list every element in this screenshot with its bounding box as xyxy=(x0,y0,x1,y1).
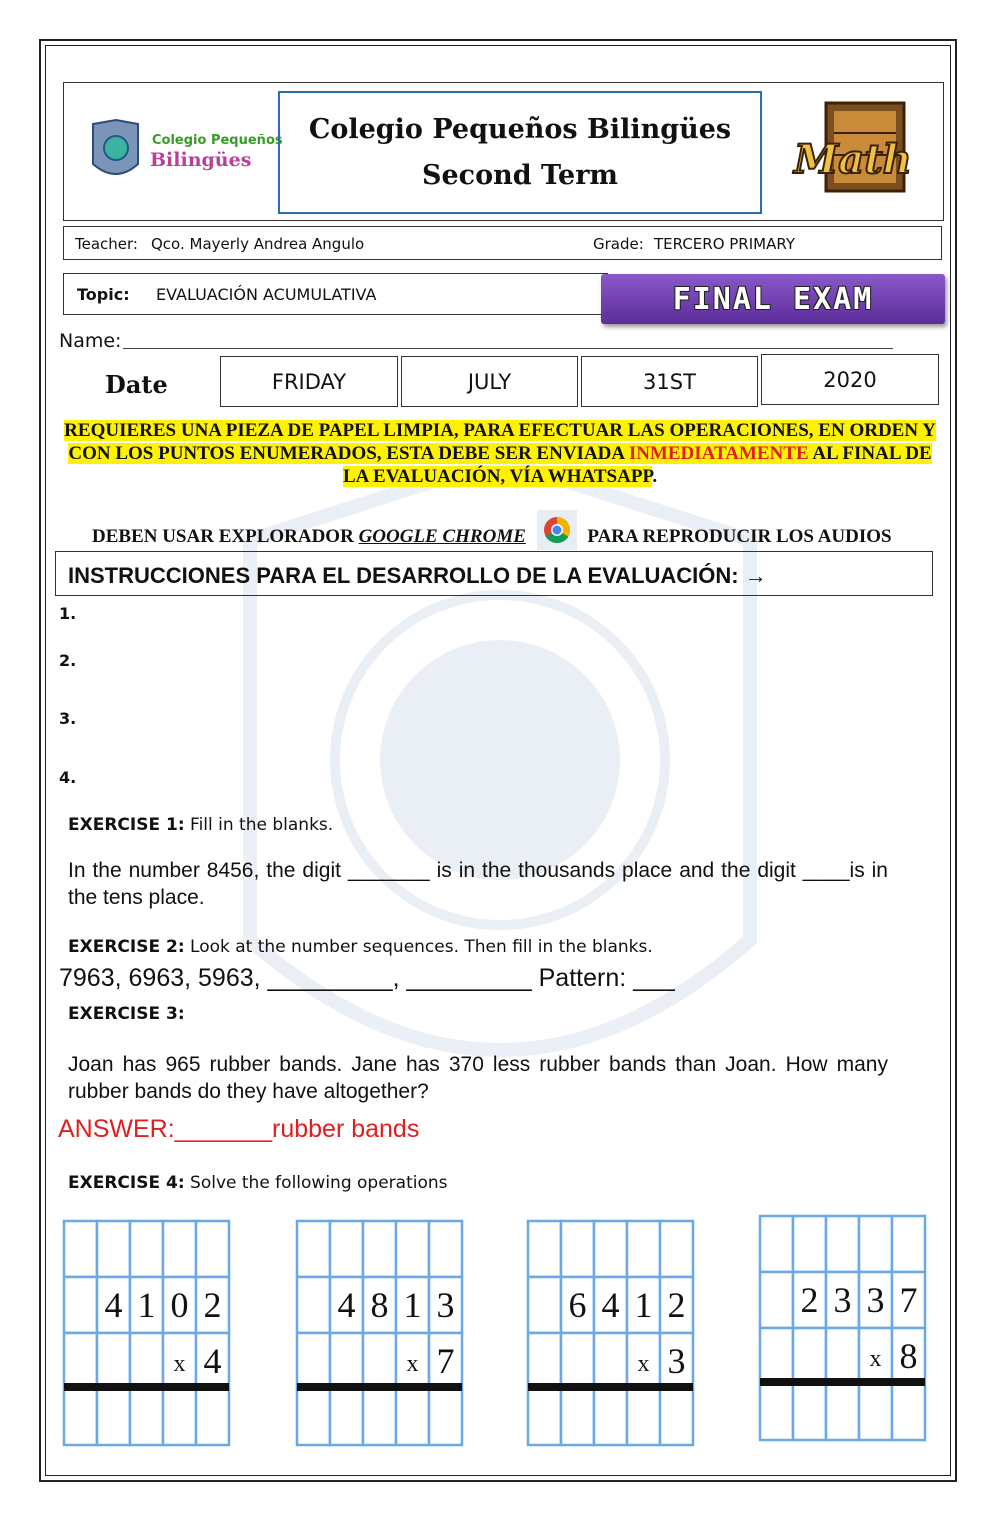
result-line xyxy=(64,1383,229,1391)
browser-requirement xyxy=(60,510,940,550)
teacher-label: Teacher: xyxy=(75,235,138,253)
date-month: JULY xyxy=(467,369,512,394)
math-logo xyxy=(784,93,914,198)
teacher-name: Qco. Mayerly Andrea Angulo xyxy=(151,235,365,253)
grid-cell[interactable] xyxy=(297,1333,330,1389)
multiplier-digit: 8 xyxy=(899,1336,918,1376)
date-daynum-cell xyxy=(581,356,758,407)
multiplicand-digit: 0 xyxy=(170,1285,189,1325)
multiplicand-digit: 4 xyxy=(104,1285,123,1325)
grid-cell[interactable] xyxy=(130,1333,163,1389)
multiplier-digit: 7 xyxy=(436,1341,455,1381)
grid-cell[interactable] xyxy=(297,1277,330,1333)
grid-cell[interactable] xyxy=(760,1328,793,1384)
grid-cell[interactable] xyxy=(561,1221,594,1277)
exercise-2-label: EXERCISE 2: xyxy=(68,937,185,957)
name-label: Name: xyxy=(59,330,122,352)
operation-grid-1[interactable] xyxy=(62,1219,234,1451)
grid-cell[interactable] xyxy=(97,1389,130,1445)
grid-cell[interactable] xyxy=(297,1389,330,1445)
exercise-2-title xyxy=(68,937,653,957)
grid-cell[interactable] xyxy=(64,1277,97,1333)
grid-cell[interactable] xyxy=(64,1333,97,1389)
grid-cell[interactable] xyxy=(859,1384,892,1440)
grid-cell[interactable] xyxy=(363,1333,396,1389)
grid-cell[interactable] xyxy=(561,1333,594,1389)
grade-value: TERCERO PRIMARY xyxy=(654,235,795,253)
final-exam-text: FINAL EXAM xyxy=(672,281,874,317)
grid-cell[interactable] xyxy=(97,1221,130,1277)
grid-cell[interactable] xyxy=(793,1328,826,1384)
exercise-4-title xyxy=(68,1173,448,1193)
date-day: FRIDAY xyxy=(271,369,347,394)
date-day-number: 31ST xyxy=(643,369,696,394)
multiplicand-digit: 2 xyxy=(203,1285,222,1325)
grid-cell[interactable] xyxy=(627,1389,660,1445)
result-line xyxy=(528,1383,693,1391)
grid-cell[interactable] xyxy=(528,1221,561,1277)
multiplicand-digit: 2 xyxy=(667,1285,686,1325)
title-box xyxy=(278,91,762,214)
teacher-grade-row xyxy=(63,226,942,260)
grid-cell[interactable] xyxy=(594,1389,627,1445)
math-logo-text: Math xyxy=(794,136,912,183)
notice-urgent: INMEDIATAMENTE xyxy=(628,443,809,464)
result-line xyxy=(297,1383,462,1391)
grid-cell[interactable] xyxy=(826,1384,859,1440)
exercise-4-prompt: Solve the following operations xyxy=(184,1173,448,1193)
grid-cell[interactable] xyxy=(163,1221,196,1277)
multiplicand-digit: 1 xyxy=(403,1285,422,1325)
topic-value: EVALUACIÓN ACUMULATIVA xyxy=(156,285,377,304)
exercise-1-text: In the number 8456, the digit _______ is in the thousands place and the digit ____is in the tens place. xyxy=(68,859,888,909)
grid-cell[interactable] xyxy=(429,1389,462,1445)
grade-label: Grade: xyxy=(593,235,644,253)
exercise-1-title xyxy=(68,815,333,835)
multiplicand-digit: 8 xyxy=(370,1285,389,1325)
grid-cell[interactable] xyxy=(760,1272,793,1328)
multiplicand-digit: 1 xyxy=(634,1285,653,1325)
multiplicand-digit: 4 xyxy=(337,1285,356,1325)
grid-cell[interactable] xyxy=(892,1216,925,1272)
instruction-item-1: 1. xyxy=(59,604,77,623)
date-year: 2020 xyxy=(823,367,877,392)
multiply-sign: x xyxy=(869,1346,882,1372)
logo-text-line2: Bilingües xyxy=(150,149,252,171)
date-day-cell xyxy=(220,356,398,407)
browser-before: DEBEN USAR EXPLORADOR xyxy=(92,526,359,547)
grid-cell[interactable] xyxy=(826,1328,859,1384)
instruction-item-2: 2. xyxy=(59,651,77,670)
grid-cell[interactable] xyxy=(859,1216,892,1272)
grid-cell[interactable] xyxy=(363,1389,396,1445)
multiplicand-digit: 6 xyxy=(568,1285,587,1325)
topic-row xyxy=(63,273,608,315)
exercise-2-sequence: 7963, 6963, 5963, _________, _________ Pattern: ___ xyxy=(59,964,675,992)
browser-after: PARA REPRODUCIR LOS AUDIOS xyxy=(587,526,892,547)
grid-cell[interactable] xyxy=(396,1221,429,1277)
result-line xyxy=(760,1378,925,1386)
grid-cell[interactable] xyxy=(64,1221,97,1277)
grid-cell[interactable] xyxy=(826,1216,859,1272)
date-label: Date xyxy=(105,370,168,399)
browser-name: GOOGLE CHROME xyxy=(358,526,526,547)
name-row xyxy=(59,330,899,352)
grid-cell[interactable] xyxy=(793,1384,826,1440)
multiplicand-digit: 3 xyxy=(436,1285,455,1325)
multiplicand-digit: 4 xyxy=(601,1285,620,1325)
exercise-1-prompt: Fill in the blanks. xyxy=(184,815,334,835)
multiplier-digit: 3 xyxy=(667,1341,686,1381)
notice-text xyxy=(60,419,940,488)
grid-cell[interactable] xyxy=(528,1277,561,1333)
school-logo xyxy=(90,118,283,184)
grid-cell[interactable] xyxy=(528,1389,561,1445)
grid-cell[interactable] xyxy=(64,1389,97,1445)
date-month-cell xyxy=(401,356,578,407)
grid-cell[interactable] xyxy=(594,1221,627,1277)
exercise-3-text: Joan has 965 rubber bands. Jane has 370 less rubber bands than Joan. How many rubber bands do they have altogether? xyxy=(68,1053,888,1103)
topic-label: Topic: xyxy=(77,285,130,304)
operation-grid-3[interactable] xyxy=(526,1219,698,1451)
exercise-1-label: EXERCISE 1: xyxy=(68,815,185,835)
grid-cell[interactable] xyxy=(528,1333,561,1389)
grid-cell[interactable] xyxy=(760,1384,793,1440)
multiply-sign: x xyxy=(173,1351,186,1377)
grid-cell[interactable] xyxy=(627,1221,660,1277)
grid-cell[interactable] xyxy=(196,1389,229,1445)
grid-cell[interactable] xyxy=(97,1333,130,1389)
exercise-4-label: EXERCISE 4: xyxy=(68,1173,185,1193)
exercise-3-label: EXERCISE 3: xyxy=(68,1004,185,1024)
exercise-3-answer: ANSWER:_______rubber bands xyxy=(58,1115,420,1143)
grid-cell[interactable] xyxy=(660,1221,693,1277)
notice-part1: REQUIERES UNA PIEZA DE PAPEL LIMPIA, PARA EFECTUAR LAS OPERACIONES, EN ORDEN Y CON LOS PUNTOS ENUMERADOS, ESTA DEBE SER ENVIADA xyxy=(64,420,936,464)
grid-cell[interactable] xyxy=(330,1333,363,1389)
grid-cell[interactable] xyxy=(396,1389,429,1445)
chrome-icon xyxy=(537,510,577,550)
multiplicand-digit: 3 xyxy=(833,1280,852,1320)
logo-text-line1: Colegio Pequeños xyxy=(152,133,283,148)
final-exam-banner xyxy=(601,274,945,324)
exercise-2-prompt: Look at the number sequences. Then fill in the blanks. xyxy=(184,937,653,957)
grid-cell[interactable] xyxy=(429,1221,462,1277)
instructions-header: INSTRUCCIONES PARA EL DESARROLLO DE LA EVALUACIÓN: → xyxy=(55,551,933,596)
grid-cell[interactable] xyxy=(363,1221,396,1277)
grid-cell[interactable] xyxy=(793,1216,826,1272)
multiplicand-digit: 1 xyxy=(137,1285,156,1325)
grid-cell[interactable] xyxy=(660,1389,693,1445)
grid-cell[interactable] xyxy=(892,1384,925,1440)
school-name: Colegio Pequeños Bilingües xyxy=(308,113,732,145)
operation-grid-2[interactable] xyxy=(295,1219,467,1451)
name-input-line[interactable] xyxy=(123,348,893,349)
multiplier-digit: 4 xyxy=(203,1341,222,1381)
notice-part2: AL FINAL DE LA EVALUACIÓN, VÍA WHATSAPP xyxy=(342,443,932,487)
grid-cell[interactable] xyxy=(130,1221,163,1277)
multiply-sign: x xyxy=(637,1351,650,1377)
grid-cell[interactable] xyxy=(163,1389,196,1445)
date-year-cell xyxy=(761,354,939,405)
grid-cell[interactable] xyxy=(130,1389,163,1445)
operation-grid-4[interactable] xyxy=(758,1214,930,1446)
multiplicand-digit: 7 xyxy=(899,1280,918,1320)
grid-cell[interactable] xyxy=(760,1216,793,1272)
term-title: Second Term xyxy=(421,159,618,191)
notice-end: . xyxy=(652,466,658,487)
instruction-item-3: 3. xyxy=(59,709,77,728)
multiplicand-digit: 2 xyxy=(800,1280,819,1320)
grid-cell[interactable] xyxy=(561,1389,594,1445)
grid-cell[interactable] xyxy=(330,1221,363,1277)
grid-cell[interactable] xyxy=(594,1333,627,1389)
multiply-sign: x xyxy=(406,1351,419,1377)
multiplicand-digit: 3 xyxy=(866,1280,885,1320)
grid-cell[interactable] xyxy=(330,1389,363,1445)
instruction-item-4: 4. xyxy=(59,768,77,787)
exercise-3-title xyxy=(68,1004,185,1024)
grid-cell[interactable] xyxy=(196,1221,229,1277)
grid-cell[interactable] xyxy=(297,1221,330,1277)
